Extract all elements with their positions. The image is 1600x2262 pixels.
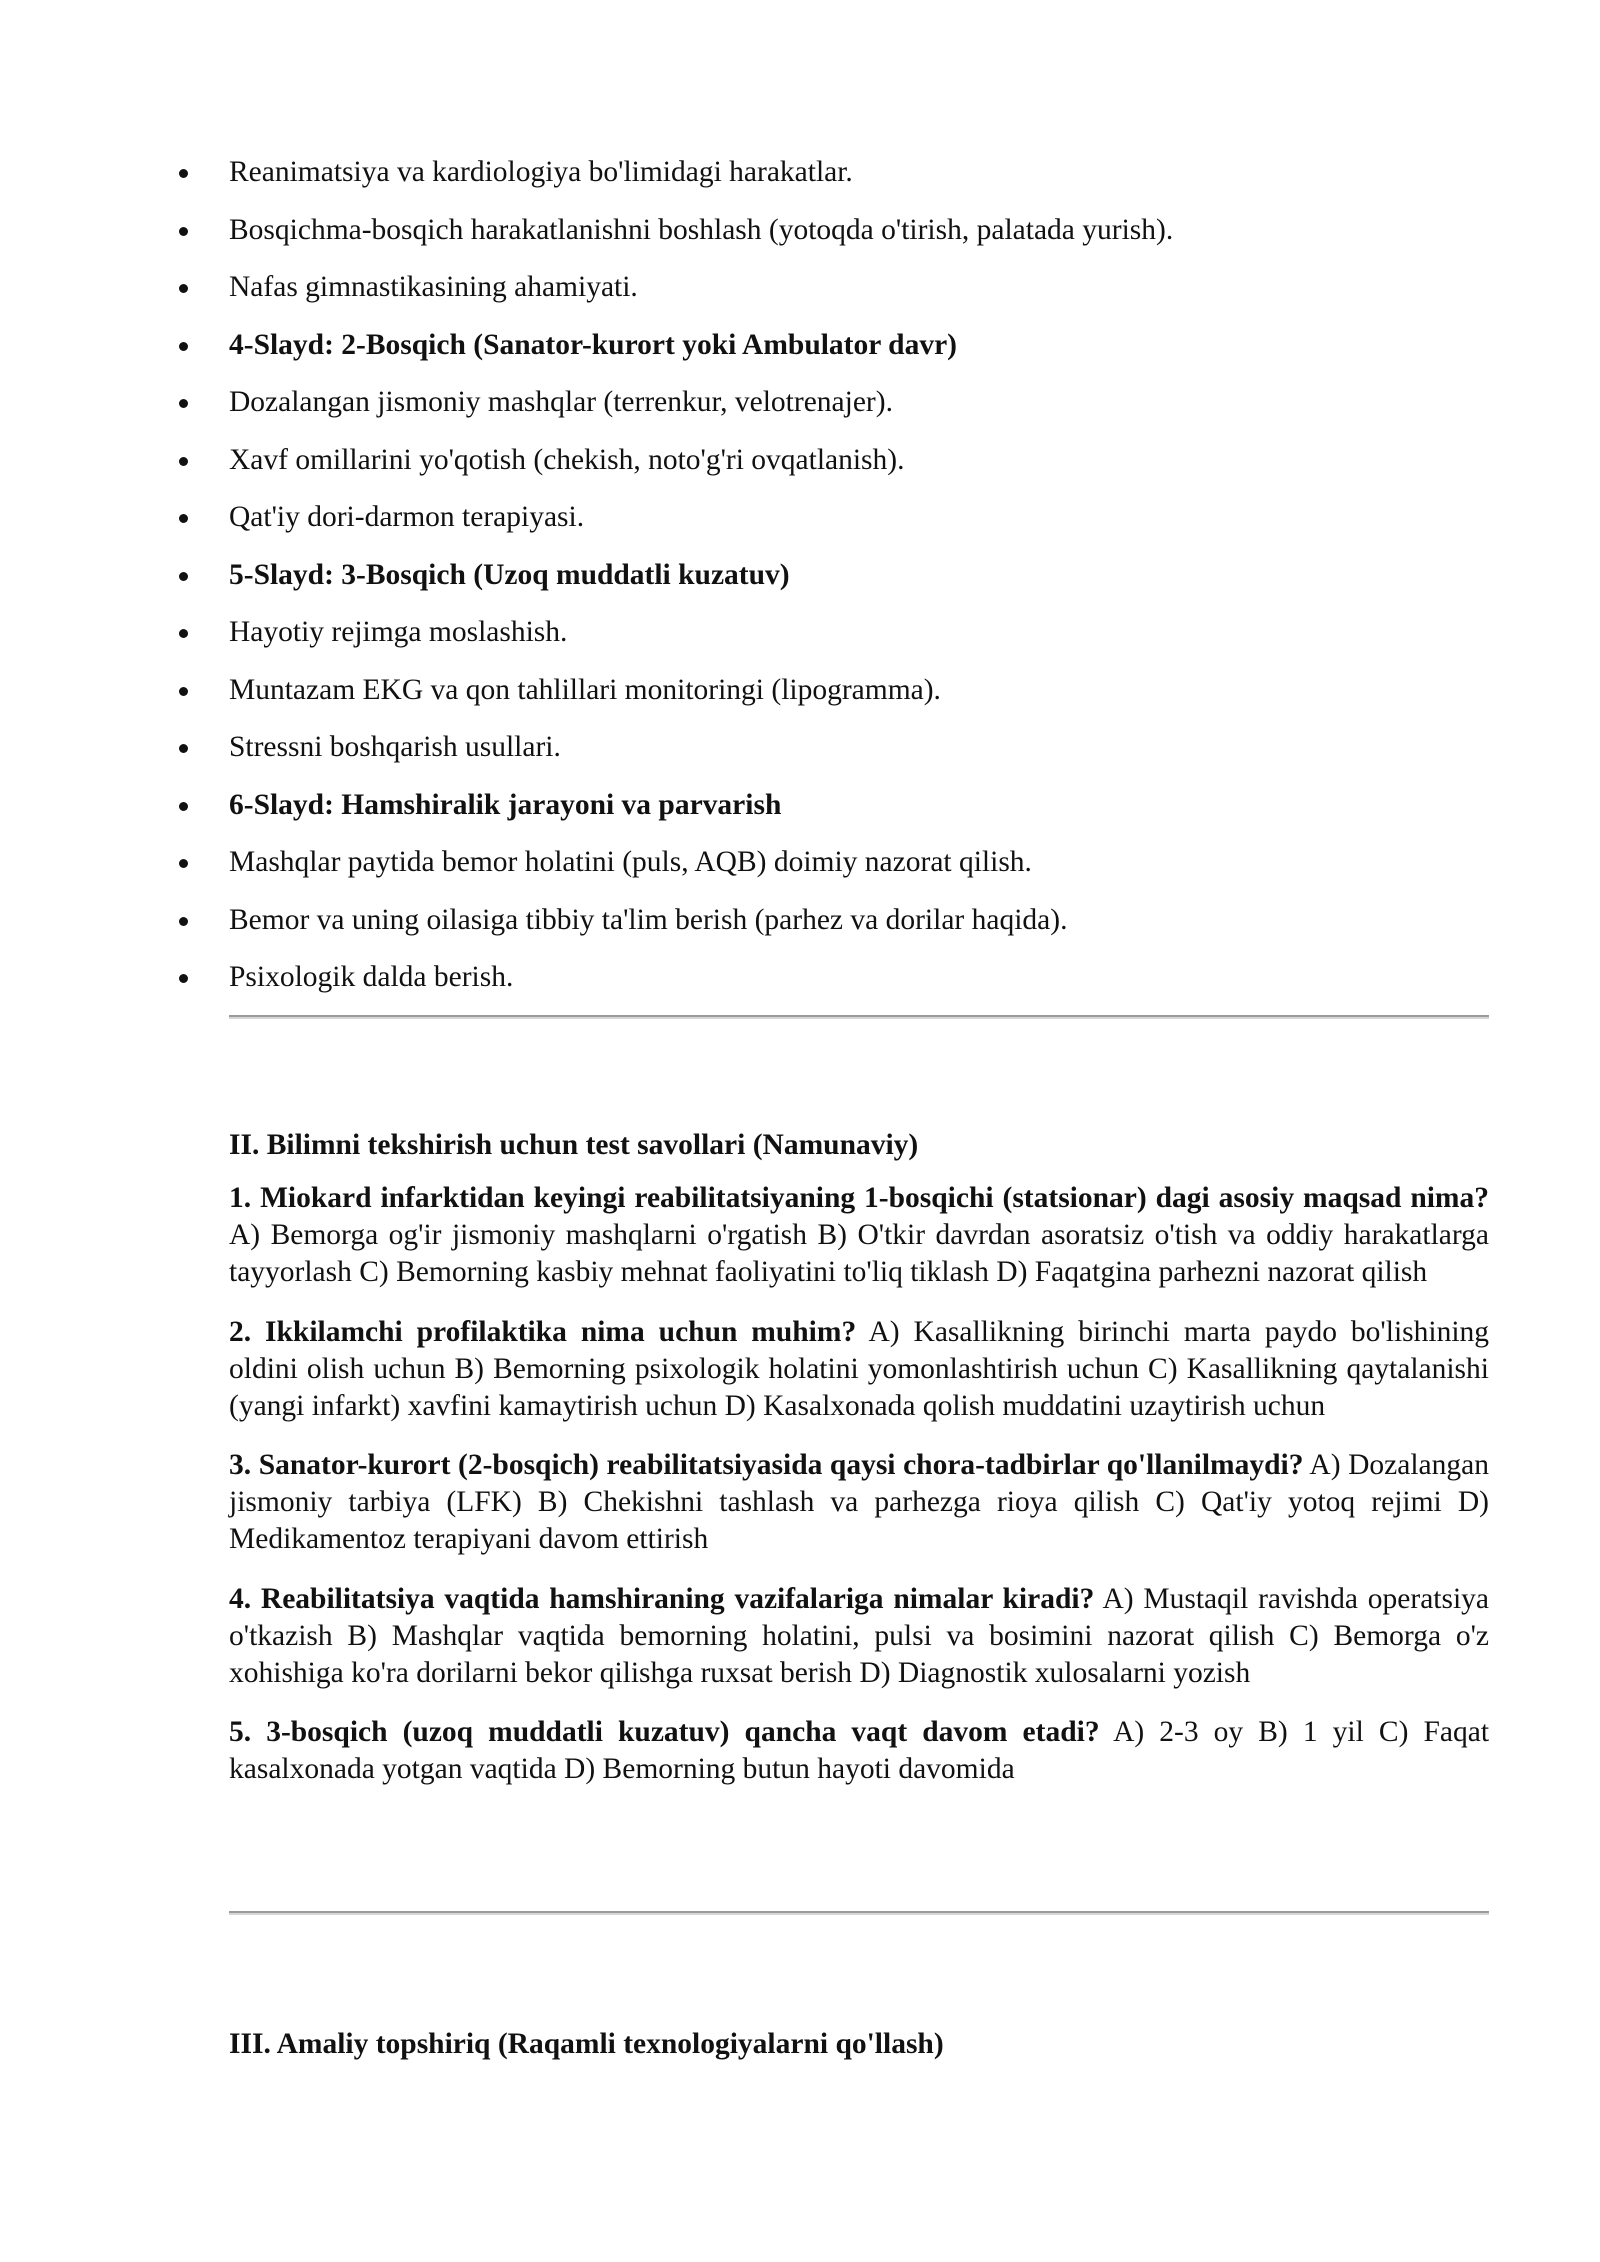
list-item [0,208,1600,266]
bullet-icon [179,227,188,236]
slide-heading-item [0,783,1600,841]
list-item-text: Nafas gimnastikasining ahamiyati. [229,271,638,303]
list-item-text: Bemor va uning oilasiga tibbiy ta'lim berish (parhez va dorilar haqida). [229,903,1068,936]
list-item [0,725,1600,783]
bullet-icon [179,917,188,926]
question-answers: A) 2-3 oy B) 1 yil C) Faqat kasalxonada yotgan vaqtida D) Bemorning butun hayoti davomida [229,1716,1490,1785]
bullet-icon [179,399,188,408]
list-item-text: Muntazam EKG va qon tahlillari monitoringi (lipogramma). [229,673,941,706]
question-item [229,1447,1489,1558]
list-item-text: Psixologik dalda berish. [229,961,514,993]
bullet-icon [179,802,188,811]
bullet-icon [179,687,188,696]
slide-heading-item [0,553,1600,611]
list-item-text: Hayotiy rejimga moslashish. [229,616,568,648]
list-item [0,840,1600,898]
bullet-icon [179,629,188,638]
bullet-icon [179,284,188,293]
slide-heading-item [0,323,1600,381]
slide-heading-text: 5-Slayd: 3-Bosqich (Uzoq muddatli kuzatuv) [229,558,790,591]
question-item [229,1180,1489,1291]
question-answers: A) Bemorga og'ir jismoniy mashqlarni o'rgatish B) O'tkir davrdan asoratsiz o'tish va oddiy harakatlarga tayyorlash C) Bemorning kasbiy mehnat faoliyatini to'liq tiklash D) Faqatgina parhezni nazorat qilish [229,1219,1489,1288]
list-item [0,265,1600,323]
test-questions [229,1180,1489,1811]
bullet-icon [179,744,188,753]
list-item [0,150,1600,208]
list-item [0,438,1600,496]
question-text: 3. Sanator-kurort (2-bosqich) reabilitatsiyasida qaysi chora-tadbirlar qo'llanilmaydi? [229,1449,1304,1481]
slide-heading-text: 4-Slayd: 2-Bosqich (Sanator-kurort yoki Ambulator davr) [229,328,958,361]
list-item-text: Xavf omillarini yo'qotish (chekish, noto'g'ri ovqatlanish). [229,443,905,476]
bullet-icon [179,169,188,178]
question-answers: A) Dozalangan jismoniy tarbiya (LFK) B) Chekishni tashlash va parhezga rioya qilish C) Qat'iy yotoq rejimi D) Medikamentoz terapiyani davom ettirish [229,1449,1489,1555]
question-text: 2. Ikkilamchi profilaktika nima uchun muhim? [229,1315,857,1348]
list-item-text: Reanimatsiya va kardiologiya bo'limidagi harakatlar. [229,156,853,188]
slide-heading-text: 6-Slayd: Hamshiralik jarayoni va parvarish [229,788,782,821]
bullet-icon [179,514,188,523]
list-item-text: Qat'iy dori-darmon terapiyasi. [229,501,585,533]
section-heading-tests: II. Bilimni tekshirish uchun test savollari (Namunaviy) [229,1129,919,1161]
question-text: 4. Reabilitatsiya vaqtida hamshiraning vazifalariga nimalar kiradi? [229,1582,1095,1615]
question-item [229,1714,1489,1788]
list-item [0,380,1600,438]
list-item-text: Stressni boshqarish usullari. [229,731,561,763]
question-text: 5. 3-bosqich (uzoq muddatli kuzatuv) qancha vaqt davom etadi? [229,1716,1100,1748]
horizontal-divider [229,1911,1489,1915]
list-item-text: Dozalangan jismoniy mashqlar (terrenkur, velotrenajer). [229,386,893,418]
bullet-list [0,150,1600,1013]
list-item [0,610,1600,668]
question-item [229,1314,1489,1425]
bullet-icon [179,342,188,351]
question-answers: A) Mustaqil ravishda operatsiya o'tkazish B) Mashqlar vaqtida bemorning holatini, pulsi va bosimini nazorat qilish C) Bemorga o'z xohishiga ko'ra dorilarni bekor qilishga ruxsat berish D) Diagnostik xulosalarni yozish [229,1582,1490,1689]
list-item [0,898,1600,956]
list-item [0,955,1600,1013]
question-answers: A) Kasallikning birinchi marta paydo bo'lishining oldini olish uchun B) Bemorning psixologik holatini yomonlashtirish uchun C) Kasallikning qaytalanishi (yangi infarkt) xavfini kamaytirish uchun D) Kasalxonada qolish muddatini uzaytirish uchun [229,1315,1490,1422]
bullet-icon [179,859,188,868]
bullet-icon [179,572,188,581]
list-item-text: Mashqlar paytida bemor holatini (puls, AQB) doimiy nazorat qilish. [229,846,1032,878]
list-item [0,668,1600,726]
list-item-text: Bosqichma-bosqich harakatlanishni boshlash (yotoqda o'tirish, palatada yurish). [229,213,1174,246]
list-item [0,495,1600,553]
bullet-icon [179,457,188,466]
question-text: 1. Miokard infarktidan keyingi reabilitatsiyaning 1-bosqichi (statsionar) dagi asosiy maqsad nima? [229,1182,1489,1214]
bullet-icon [179,974,188,983]
horizontal-divider [229,1015,1489,1019]
question-item [229,1581,1489,1692]
section-heading-practical: III. Amaliy topshiriq (Raqamli texnologiyalarni qo'llash) [229,2028,944,2060]
